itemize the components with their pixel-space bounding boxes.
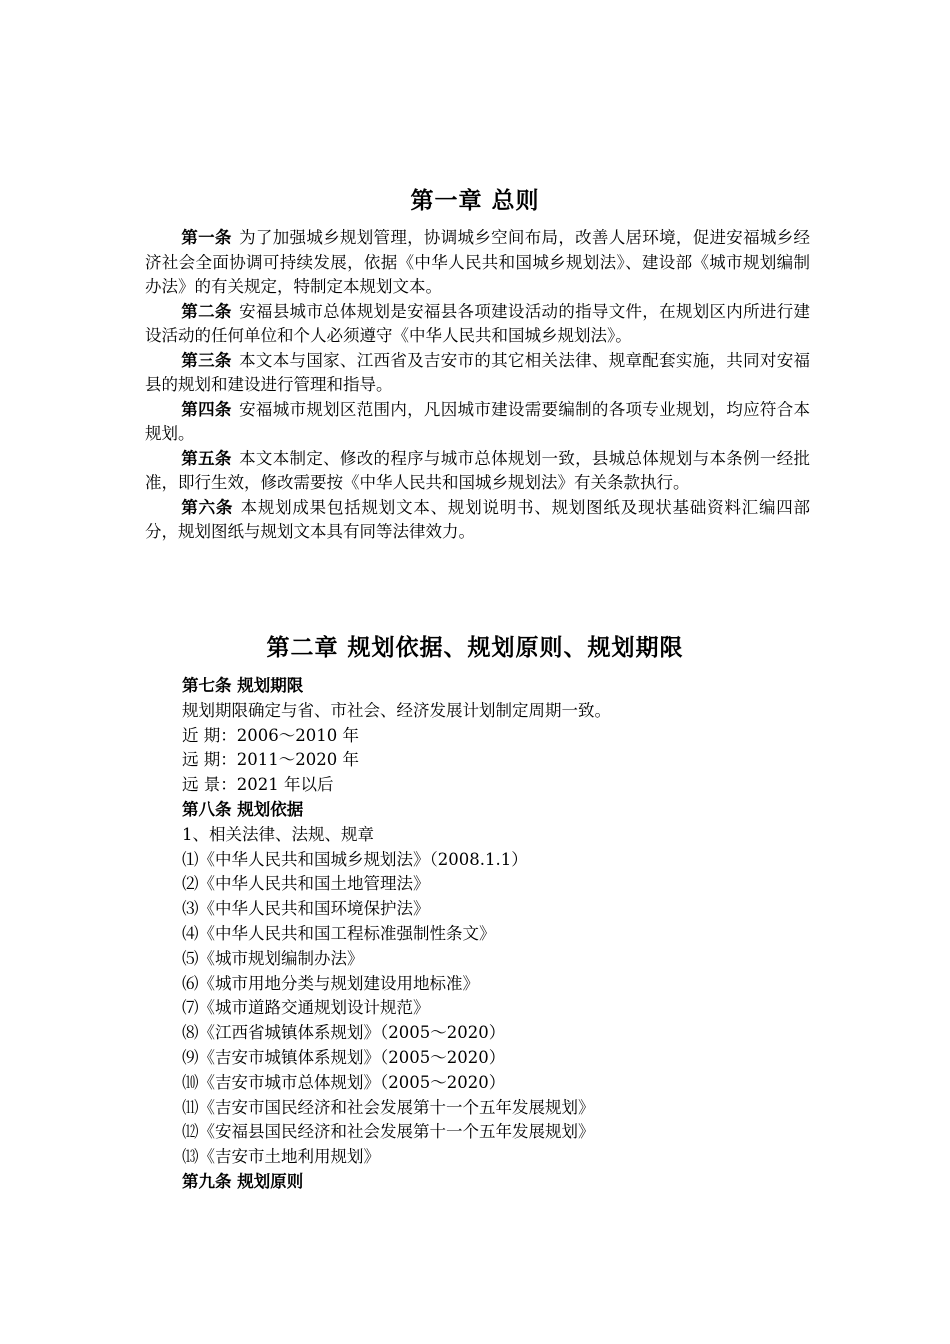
chapter-2-body <box>182 674 822 1195</box>
basis-item: ⑶《中华人民共和国环境保护法》 <box>182 899 430 919</box>
chapter-1-title: 第一章 总则 <box>410 188 540 214</box>
basis-item: ⑽《吉安市城市总体规划》（2005～2020） <box>182 1072 506 1092</box>
basis-item: ⑻《江西省城镇体系规划》（2005～2020） <box>182 1023 506 1043</box>
article-7-intro: 规划期限确定与省、市社会、经济发展计划制定周期一致。 <box>182 700 611 720</box>
chapter-1-body <box>145 226 810 545</box>
basis-item: ⑹《城市用地分类与规划建设用地标准》 <box>182 973 479 993</box>
article-2-label: 第二条 <box>181 301 232 321</box>
article-1 <box>145 226 810 300</box>
basis-item: ⑺《城市道路交通规划设计规范》 <box>182 998 430 1018</box>
article-2 <box>145 300 810 349</box>
article-3-label: 第三条 <box>181 350 232 370</box>
basis-item: ⒀《吉安市土地利用规划》 <box>182 1147 380 1167</box>
article-5-label: 第五条 <box>181 448 232 468</box>
article-4-text: 安福城市规划区范围内，凡因城市建设需要编制的各项专业规划，均应符合本规划。 <box>145 399 811 443</box>
basis-item: ⑼《吉安市城镇体系规划》（2005～2020） <box>182 1047 506 1067</box>
basis-item: ⑿《安福县国民经济和社会发展第十一个五年发展规划》 <box>182 1122 595 1142</box>
basis-item: ⑷《中华人民共和国工程标准强制性条文》 <box>182 923 496 943</box>
article-6 <box>145 496 810 545</box>
article-3 <box>145 349 810 398</box>
article-4-label: 第四条 <box>181 399 232 419</box>
period-far: 远 期：2011～2020 年 <box>182 750 359 770</box>
period-near: 近 期：2006～2010 年 <box>182 725 359 745</box>
article-4 <box>145 398 810 447</box>
article-6-text: 本规划成果包括规划文本、规划说明书、规划图纸及现状基础资料汇编四部分，规划图纸与规划文本具有同等法律效力。 <box>145 497 811 541</box>
article-5-text: 本文本制定、修改的程序与城市总体规划一致，县城总体规划与本条例一经批准，即行生效，修改需要按《中华人民共和国城乡规划法》有关条款执行。 <box>145 448 811 492</box>
article-7-heading: 第七条 规划期限 <box>182 676 304 695</box>
article-3-text: 本文本与国家、江西省及吉安市的其它相关法律、规章配套实施，共同对安福县的规划和建设进行管理和指导。 <box>145 350 811 394</box>
basis-item: ⑸《城市规划编制办法》 <box>182 948 364 968</box>
basis-item: ⑾《吉安市国民经济和社会发展第十一个五年发展规划》 <box>182 1097 595 1117</box>
article-9-heading: 第九条 规划原则 <box>182 1171 304 1191</box>
article-8-subheading: 1、相关法律、法规、规章 <box>182 824 374 844</box>
chapter-2-title: 第二章 规划依据、规划原则、规划期限 <box>266 635 684 661</box>
article-2-text: 安福县城市总体规划是安福县各项建设活动的指导文件，在规划区内所进行建设活动的任何单位和个人必须遵守《中华人民共和国城乡规划法》。 <box>145 301 811 345</box>
article-6-label: 第六条 <box>181 497 234 517</box>
period-vision: 远 景：2021 年以后 <box>182 775 334 795</box>
basis-item: ⑵《中华人民共和国土地管理法》 <box>182 874 430 894</box>
article-1-label: 第一条 <box>181 228 232 247</box>
article-1-text: 为了加强城乡规划管理，协调城乡空间布局，改善人居环境，促进安福城乡经济社会全面协调可持续发展，依据《中华人民共和国城乡规划法》、建设部《城市规划编制办法》的有关规定，特制定本规划文本。 <box>145 228 811 296</box>
article-5 <box>145 447 810 496</box>
article-8-heading: 第八条 规划依据 <box>182 799 304 819</box>
basis-item: ⑴《中华人民共和国城乡规划法》（2008.1.1） <box>182 849 528 869</box>
